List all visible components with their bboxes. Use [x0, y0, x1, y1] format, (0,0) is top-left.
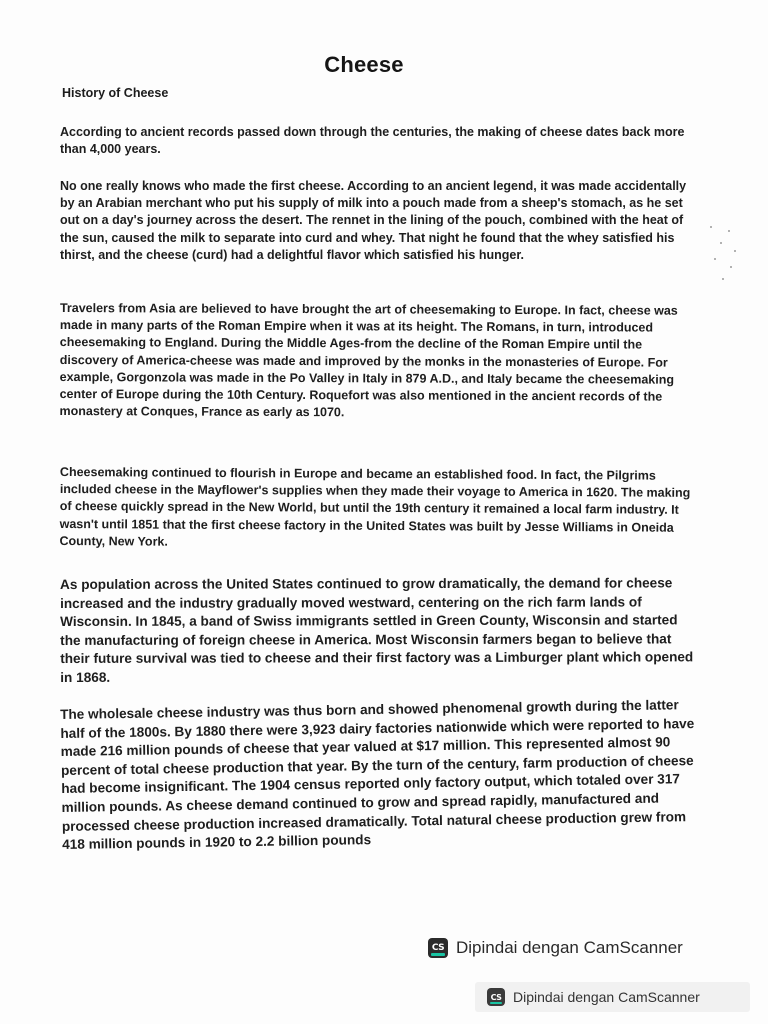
paragraph: Travelers from Asia are believed to have brought the art of cheesemaking to Europe. In fact, cheese was made in many parts of the Roman Empire when it was at its height. The Romans, in turn, introduced cheesemaking to England. During the Middle Ages-from the decline of the Roman Empire until the discovery of America-cheese was made and improved by the monks in the monasteries of Europe. For example, Gorgonzola was made in the Po Valley in Italy in 879 A.D., and Italy became the cheesemaking center of Europe during the 10th Century. Roquefort was also mentioned in the ancient records of the monastery at Conques, France as early as 1070. — [59, 301, 678, 420]
scan-speck — [734, 250, 736, 252]
camscanner-logo-text: CS — [490, 992, 502, 1002]
camscanner-logo-accent — [431, 953, 445, 956]
camscanner-logo-accent — [490, 1002, 502, 1004]
paragraph: No one really knows who made the first cheese. According to an ancient legend, it was made accidentally by an Arabian merchant who put his supply of milk into a pouch made from a sheep's stomach, as he set out on a day's journey across the desert. The rennet in the lining of the pouch, combined with the heat of the sun, caused the milk to separate into curd and whey. That night he found that the whey satisfied his thirst, and the cheese (curd) had a delightful flavor which satisfied his hunger. — [60, 179, 687, 262]
camscanner-watermark — [428, 938, 683, 958]
paragraph: The wholesale cheese industry was thus born and showed phenomenal growth during the latter half of the 1800s. By 1880 there were 3,923 dairy factories nationwide which were reported to have made 216 million pounds of cheese that year valued at $17 million. This represented almost 90 percent of total cheese production that year. By the turn of the century, farm production of cheese had become insignificant. The 1904 census reported only factory output, which totaled over 317 million pounds. As cheese demand continued to grow and spread rapidly, manufactured and processed cheese production increased dramatically. Total natural cheese production grew from 418 million pounds in 1920 to 2.2 billion pounds — [60, 697, 695, 853]
camscanner-logo-icon — [487, 988, 505, 1006]
paragraph: According to ancient records passed down through the centuries, the making of cheese dates back more than 4,000 years. — [60, 125, 685, 157]
camscanner-badge — [475, 982, 750, 1012]
document-subtitle: History of Cheese — [62, 86, 169, 100]
paragraph: As population across the United States continued to grow dramatically, the demand for cheese increased and the industry gradually moved westward, centering on the rich farm lands of Wisconsin. In 1845, a band of Swiss immigrants settled in Green County, Wisconsin and started the manufacturing of foreign cheese in America. Most Wisconsin farmers began to believe that their future survival was tied to cheese and their first factory was a Limburger plant which opened in 1868. — [60, 575, 694, 685]
scan-speck — [722, 278, 724, 280]
camscanner-watermark-text: Dipindai dengan CamScanner — [456, 938, 683, 957]
paragraph: Cheesemaking continued to flourish in Europe and became an established food. In fact, the Pilgrims included cheese in the Mayflower's supplies when they made their voyage to America in 1620. The making of cheese quickly spread in the New World, but until the 19th century it remained a local farm industry. It wasn't until 1851 that the first cheese factory in the United States was built by Jesse Williams in Oneida County, New York. — [59, 464, 691, 549]
document-title: Cheese — [324, 52, 404, 77]
scan-noise-specks — [706, 220, 746, 290]
scan-speck — [730, 266, 732, 268]
scan-speck — [728, 230, 730, 232]
scan-speck — [714, 258, 716, 260]
camscanner-logo-icon — [428, 938, 448, 958]
camscanner-badge-text: Dipindai dengan CamScanner — [513, 989, 700, 1005]
camscanner-logo-text: CS — [431, 943, 445, 953]
scan-speck — [710, 226, 712, 228]
scan-speck — [720, 242, 722, 244]
